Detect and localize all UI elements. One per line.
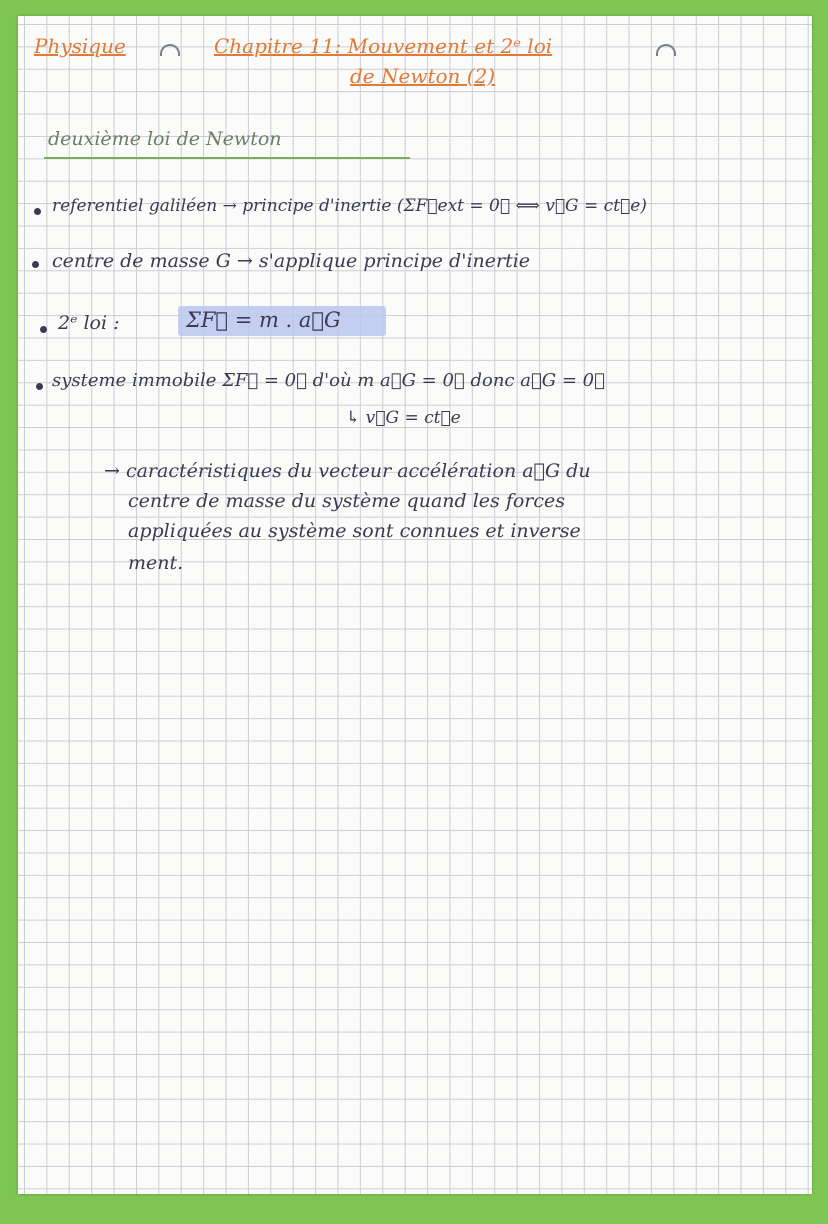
- bracket-icon: [656, 44, 676, 56]
- section-title: deuxième loi de Newton: [48, 128, 282, 150]
- newton-second-law-formula: ΣF⃗ = m . a⃗G: [186, 308, 341, 332]
- chapter-title-line1: Chapitre 11: Mouvement et 2ᵉ loi: [214, 34, 553, 58]
- arrow-note-line3: appliquées au système sont connues et inverse: [128, 520, 581, 542]
- bullet-text-2: centre de masse G → s'applique principe d'inertie: [52, 250, 531, 272]
- bullet-dot: [36, 383, 43, 390]
- bullet-text-1: referentiel galiléen → principe d'inertie (ΣF⃗ext = 0⃗ ⟺ v⃗G = ct⃗e): [52, 196, 647, 216]
- bullet-dot: [32, 261, 39, 268]
- notebook-page: [18, 16, 812, 1194]
- velocity-constant-note: ↳ v⃗G = ct⃗e: [346, 408, 461, 428]
- section-underline: [44, 157, 410, 159]
- subject-title: Physique: [34, 34, 126, 58]
- bullet-dot: [40, 326, 47, 333]
- chapter-title-line2: de Newton (2): [350, 64, 496, 88]
- bullet-text-3: 2ᵉ loi :: [58, 312, 120, 334]
- arrow-note-line2: centre de masse du système quand les forces: [128, 490, 566, 512]
- bullet-text-4: systeme immobile ΣF⃗ = 0⃗ d'où m a⃗G = 0⃗ donc a⃗G = 0⃗: [52, 370, 605, 391]
- bracket-icon: [160, 44, 180, 56]
- arrow-note-line4: ment.: [128, 552, 184, 574]
- bullet-dot: [34, 208, 41, 215]
- arrow-note-line1: → caractéristiques du vecteur accélération a⃗G du: [104, 460, 591, 482]
